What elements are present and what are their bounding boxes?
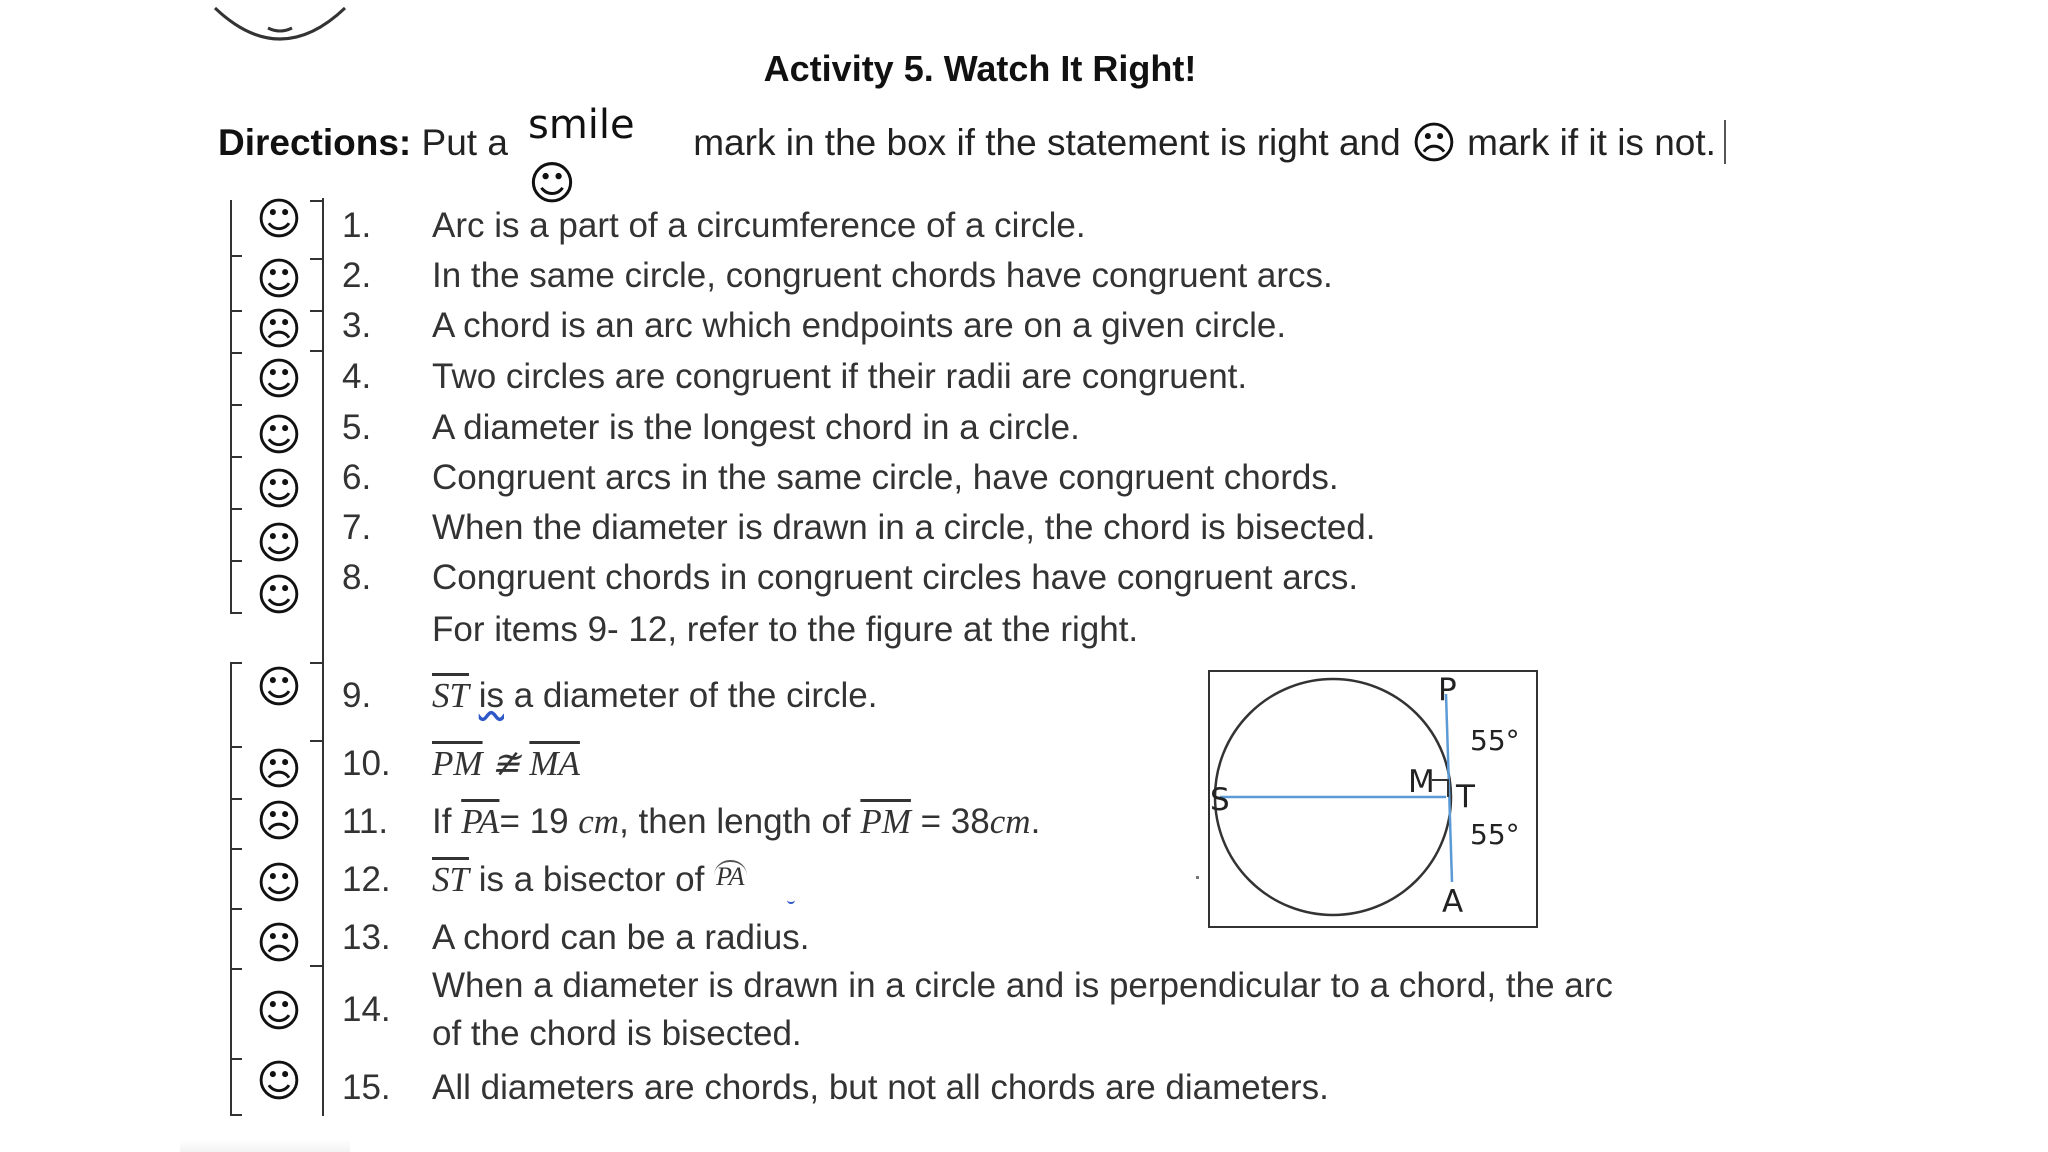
answer-mark-2: ☺ bbox=[256, 254, 302, 305]
statement-15: All diameters are chords, but not all chords are diameters. bbox=[432, 1068, 1329, 1107]
answer-mark-11: ☹ bbox=[256, 796, 302, 847]
unit-cm: cm bbox=[989, 802, 1031, 841]
item-number: 3. bbox=[342, 306, 372, 345]
answer-mark-8: ☺ bbox=[256, 570, 302, 621]
answer-column-bracket-lower bbox=[230, 662, 244, 1116]
smile-face-icon: ☺ bbox=[528, 156, 576, 210]
answer-mark-6: ☺ bbox=[256, 464, 302, 515]
item-number: 7. bbox=[342, 508, 372, 547]
statement-3: A chord is an arc which endpoints are on a given circle. bbox=[432, 306, 1287, 345]
arc-pa: PA bbox=[716, 862, 745, 891]
segment-ma: $\overline{MA}$ bbox=[529, 744, 580, 783]
statement-12 bbox=[432, 860, 747, 900]
item-number: 13. bbox=[342, 918, 391, 957]
statement-9 bbox=[432, 676, 877, 716]
directions-line bbox=[218, 118, 1716, 169]
circle-diagram bbox=[1210, 672, 1540, 930]
label-s: S bbox=[1210, 782, 1230, 818]
answer-mark-13: ☹ bbox=[256, 918, 302, 969]
item-number: 11. bbox=[342, 802, 389, 841]
segment-pa: $\overline{PA}$ bbox=[461, 802, 500, 841]
angle-label-top: 55° bbox=[1470, 724, 1520, 757]
statement-8: Congruent chords in congruent circles have congruent arcs. bbox=[432, 558, 1359, 597]
stray-dot bbox=[1196, 876, 1199, 879]
answer-mark-10: ☹ bbox=[256, 744, 302, 795]
item-number: 10. bbox=[342, 744, 391, 783]
label-m: M bbox=[1408, 764, 1435, 800]
item-number: 14. bbox=[342, 990, 391, 1029]
label-p: P bbox=[1438, 672, 1457, 708]
spellcheck-mark bbox=[787, 898, 795, 904]
statement-6: Congruent arcs in the same circle, have congruent chords. bbox=[432, 458, 1339, 497]
angle-label-bottom: 55° bbox=[1470, 818, 1520, 851]
item-number: 6. bbox=[342, 458, 372, 497]
text-caret bbox=[1724, 120, 1726, 164]
answer-mark-15: ☺ bbox=[256, 1056, 302, 1107]
segment-pm: $\overline{PM}$ bbox=[432, 744, 483, 783]
item-number: 12. bbox=[342, 860, 391, 899]
statement-11-mid: , then length of bbox=[619, 802, 861, 841]
answer-mark-7: ☺ bbox=[256, 518, 302, 569]
circle-figure bbox=[1208, 670, 1538, 928]
bottom-shade bbox=[180, 1140, 350, 1152]
statement-11-if: If bbox=[432, 802, 462, 841]
statement-4: Two circles are congruent if their radii are congruent. bbox=[432, 357, 1248, 396]
row-separator bbox=[310, 965, 322, 967]
answer-mark-1: ☺ bbox=[256, 194, 302, 245]
item-number: 9. bbox=[342, 676, 372, 715]
label-t: T bbox=[1456, 779, 1475, 815]
segment-st: $\overline{ST}$ bbox=[432, 676, 469, 715]
answer-mark-14: ☺ bbox=[256, 986, 302, 1037]
answer-mark-5: ☺ bbox=[256, 410, 302, 461]
item-number: 1. bbox=[342, 206, 372, 245]
statement-5: A diameter is the longest chord in a circle. bbox=[432, 408, 1080, 447]
statement-14-line-1: When a diameter is drawn in a circle and is perpendicular to a chord, the arc bbox=[432, 966, 1613, 1005]
item-number: 5. bbox=[342, 408, 372, 447]
page-title: Activity 5. Watch It Right! bbox=[763, 48, 1197, 89]
directions-text-3: mark if it is not. bbox=[1467, 122, 1716, 163]
answer-mark-12: ☺ bbox=[256, 858, 302, 909]
answer-mark-4: ☺ bbox=[256, 354, 302, 405]
statement-11-eq2: = 38 bbox=[910, 802, 990, 841]
statement-1: Arc is a part of a circumference of a circle. bbox=[432, 206, 1086, 245]
answer-column-divider bbox=[322, 198, 324, 1116]
statement-10 bbox=[432, 744, 580, 784]
answer-mark-9: ☺ bbox=[256, 662, 302, 713]
segment-st: $\overline{ST}$ bbox=[432, 860, 469, 899]
smile-word-label: smile bbox=[528, 102, 635, 148]
statement-11-eq1: = 19 bbox=[499, 802, 579, 841]
statement-13: A chord can be a radius. bbox=[432, 918, 810, 957]
row-separator bbox=[310, 200, 322, 202]
item-number: 2. bbox=[342, 256, 372, 295]
statement-2: In the same circle, congruent chords have congruent arcs. bbox=[432, 256, 1333, 295]
segment-pm: $\overline{PM}$ bbox=[860, 802, 911, 841]
row-separator bbox=[310, 310, 322, 312]
item-number: 15. bbox=[342, 1068, 391, 1107]
row-separator bbox=[310, 258, 322, 260]
directions-text-2: mark in the box if the statement is right and bbox=[693, 122, 1401, 163]
row-separator bbox=[310, 662, 322, 664]
statement-12-rest: is a bisector of bbox=[468, 860, 715, 899]
row-separator bbox=[310, 740, 322, 742]
item-number: 4. bbox=[342, 357, 372, 396]
directions-text-1: Put a bbox=[421, 122, 508, 163]
spellcheck-word[interactable]: is bbox=[478, 676, 504, 715]
answer-column-bracket-upper bbox=[230, 200, 244, 612]
item-number: 8. bbox=[342, 558, 372, 597]
statement-11 bbox=[432, 802, 1040, 842]
label-a: A bbox=[1442, 884, 1464, 920]
statement-9-rest: a diameter of the circle. bbox=[503, 676, 878, 715]
unit-cm: cm bbox=[578, 802, 620, 841]
not-congruent-symbol: ≇ bbox=[482, 744, 530, 783]
directions-label: Directions: bbox=[218, 122, 412, 163]
statement-7: When the diameter is drawn in a circle, the chord is bisected. bbox=[432, 508, 1376, 547]
answer-mark-3: ☹ bbox=[256, 304, 302, 355]
statement-11-end: . bbox=[1030, 802, 1041, 841]
row-separator bbox=[310, 350, 322, 352]
figure-note: For items 9- 12, refer to the figure at the right. bbox=[432, 610, 1139, 649]
statement-14-line-2: of the chord is bisected. bbox=[432, 1014, 802, 1053]
frown-face-icon: ☹ bbox=[1410, 118, 1457, 169]
